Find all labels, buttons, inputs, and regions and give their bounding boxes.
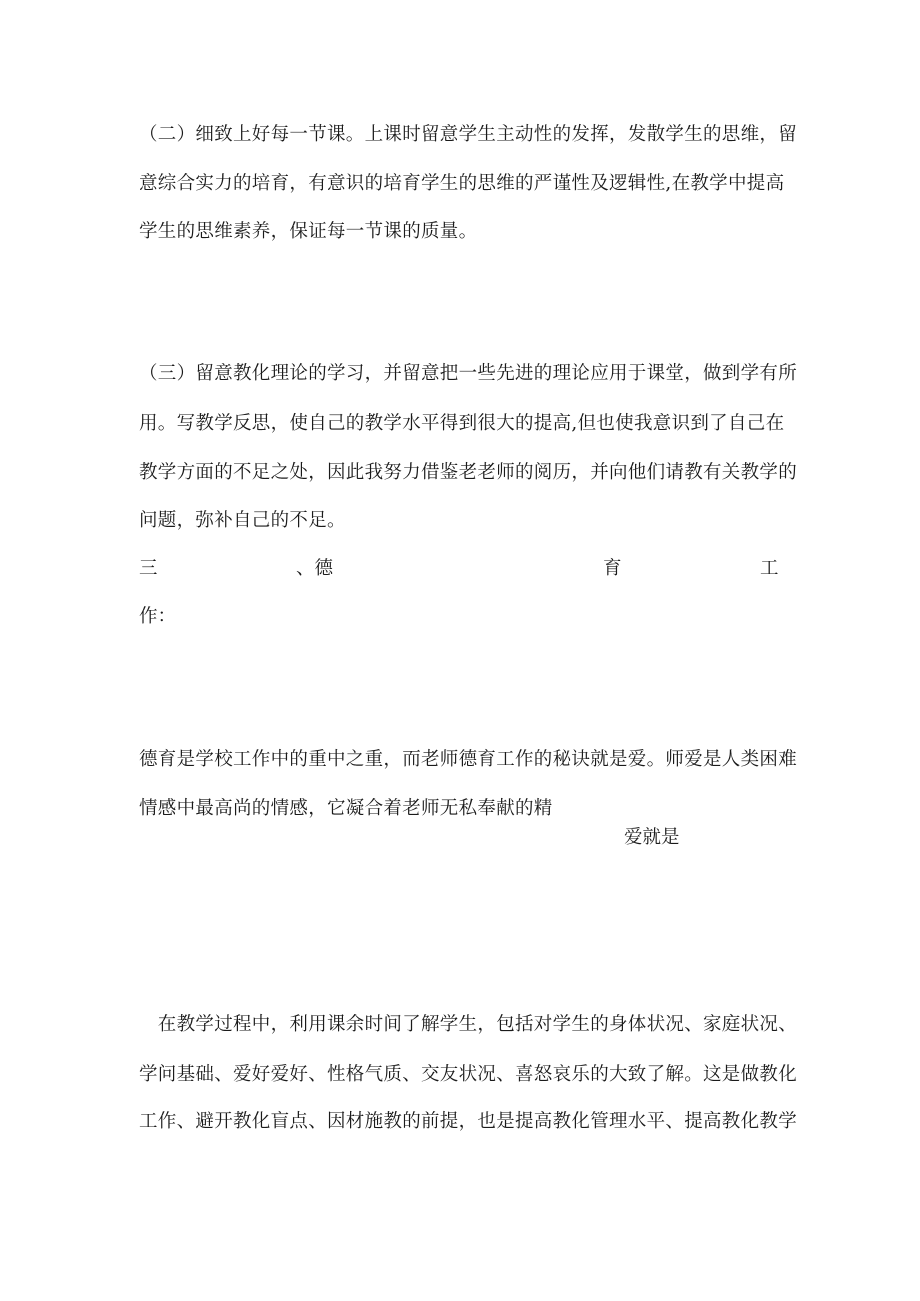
paragraph-line: （二）细致上好每一节课。上课时留意学生主动性的发挥，发散学生的思维，留 bbox=[139, 124, 798, 145]
paragraph-line: 在教学过程中，利用课余时间了解学生，包括对学生的身体状况、家庭状况、 bbox=[139, 1014, 798, 1035]
paragraph-line: 用。写教学反思，使自己的教学水平得到很大的提高,但也使我意识到了自己在 bbox=[139, 413, 785, 434]
paragraph-line: 问题，弥补自己的不足。 bbox=[139, 510, 346, 531]
paragraph-line: 学问基础、爱好爱好、性格气质、交友状况、喜怒哀乐的大致了解。这是做教化 bbox=[139, 1064, 798, 1085]
paragraph-line: （三）留意教化理论的学习，并留意把一些先进的理论应用于课堂，做到学有所 bbox=[139, 363, 798, 384]
paragraph-line: 工作、避开教化盲点、因材施教的前提，也是提高教化管理水平、提高教化教学 bbox=[139, 1111, 798, 1132]
paragraph-line: 意综合实力的培育，有意识的培育学生的思维的严谨性及逻辑性,在教学中提高 bbox=[139, 173, 785, 194]
paragraph-line: 德育是学校工作中的重中之重，而老师德育工作的秘诀就是爱。师爱是人类困难 bbox=[139, 749, 798, 770]
heading-part: 、德 bbox=[296, 558, 334, 579]
heading-part: 作： bbox=[139, 606, 177, 627]
heading-part: 三 bbox=[139, 558, 158, 579]
heading-part: 育 bbox=[603, 558, 622, 579]
heading-part: 工 bbox=[760, 558, 779, 579]
paragraph-fragment: 爱就是 bbox=[624, 827, 680, 848]
paragraph-line: 情感中最高尚的情感，它凝合着老师无私奉献的精 bbox=[139, 798, 553, 819]
paragraph-line: 教学方面的不足之处，因此我努力借鉴老老师的阅历，并向他们请教有关教学的 bbox=[139, 462, 798, 483]
paragraph-line: 学生的思维素养，保证每一节课的质量。 bbox=[139, 221, 478, 242]
